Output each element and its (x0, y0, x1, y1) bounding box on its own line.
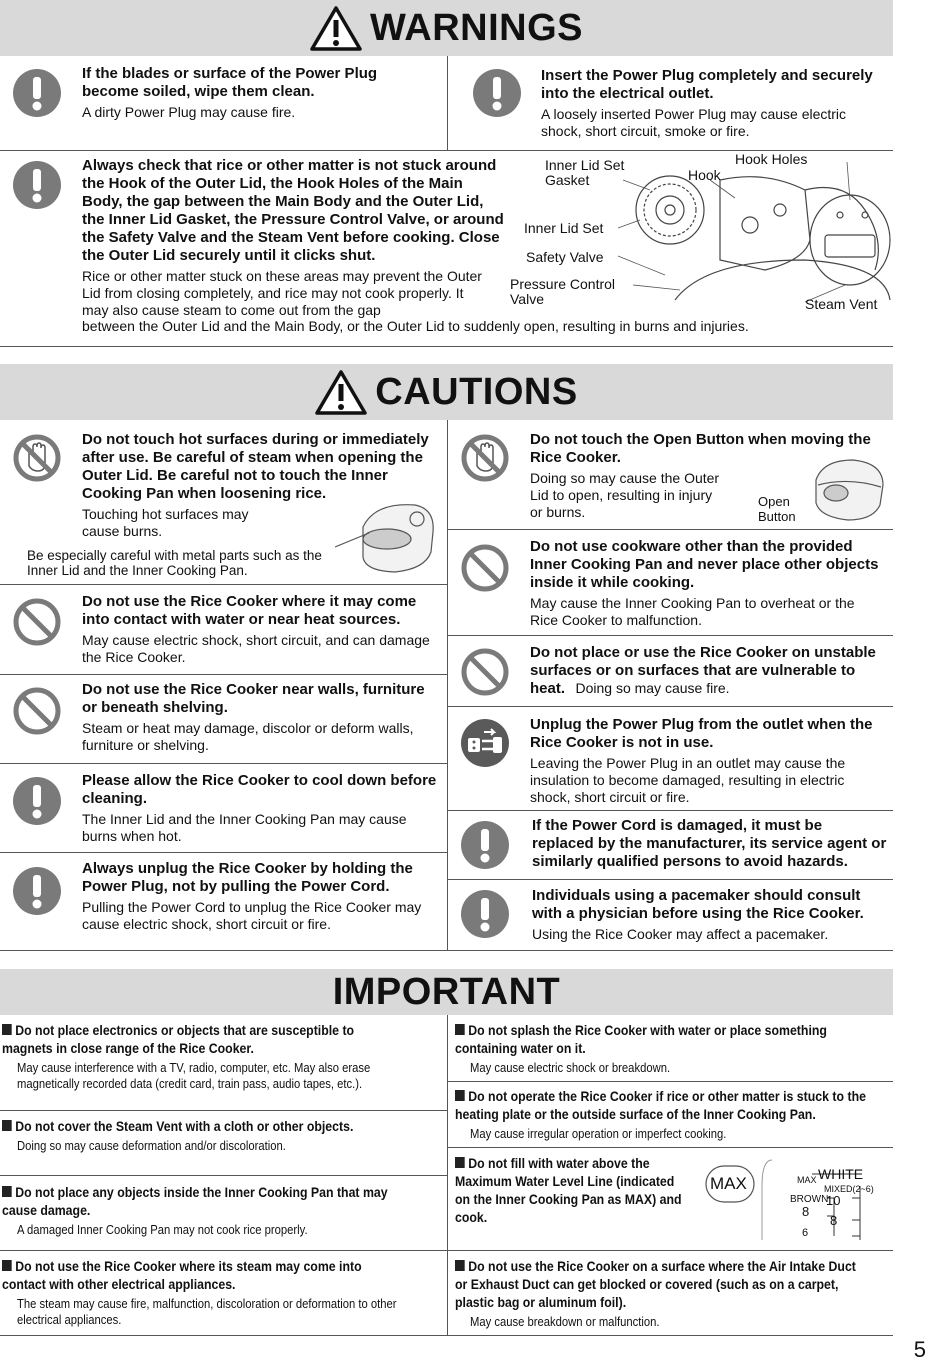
inner-pan-illustration (335, 497, 440, 579)
caution-text: Using the Rice Cooker may affect a pacemaker. (532, 926, 829, 942)
warning-text: Rice or other matter stuck on these areas may prevent the Outer Lid from closing completely, and rice may not cook properly. It may also cause steam to come out from the gap (82, 268, 482, 318)
bullet-square-icon (2, 1186, 12, 1197)
important-text: The steam may cause fire, malfunction, discoloration or deformation to other electrical appliances. (17, 1297, 397, 1327)
important-banner (0, 969, 893, 1015)
caution-heading: Do not touch the Open Button when moving the Rice Cooker. (530, 431, 871, 466)
bullet-square-icon (455, 1157, 465, 1168)
caution-text: Pulling the Power Cord to unplug the Rice Cooker may cause electric shock, short circuit or fire. (82, 899, 422, 932)
caution-heading: Do not use cookware other than the provided Inner Cooking Pan and never place other objects inside it while cooking. (530, 538, 879, 591)
important-heading: Do not operate the Rice Cooker if rice or other matter is stuck to the heating plate or the outside surface of the Inner Cooking Pan. (455, 1088, 866, 1122)
important-heading: Do not place electronics or objects that are susceptible to magnets in close range of the Rice Cooker. (2, 1022, 355, 1056)
caution-text: Leaving the Power Plug in an outlet may cause the insulation to become damaged, resulting in electric shock, short circuit or fire. (530, 755, 846, 805)
bullet-square-icon (455, 1024, 465, 1035)
warning-triangle-icon (310, 5, 362, 51)
caution-heading: If the Power Cord is damaged, it must be replaced by the manufacturer, its service agent or similarly qualified persons to avoid hazards. (532, 817, 887, 870)
warning-item (541, 67, 886, 140)
bullet-square-icon (2, 1024, 12, 1035)
bullet-square-icon (2, 1120, 12, 1131)
important-text: May cause breakdown or malfunction. (470, 1315, 660, 1329)
important-heading: Do not place any objects inside the Inner Cooking Pan that may cause damage. (2, 1184, 388, 1218)
important-text: A damaged Inner Cooking Pan may not cook rice properly. (17, 1223, 308, 1237)
caution-text: Steam or heat may damage, discolor or deform walls, furniture or shelving. (82, 720, 414, 753)
caution-text: May cause electric shock, short circuit, and can damage the Rice Cooker. (82, 632, 430, 665)
important-text: May cause electric shock or breakdown. (470, 1061, 671, 1075)
warning-text: A loosely inserted Power Plug may cause electric shock, short circuit, smoke or fire. (541, 106, 847, 139)
prohibited-icon (12, 686, 62, 736)
caution-heading: Individuals using a pacemaker should consult with a physician before using the Rice Cooker. (532, 887, 864, 922)
important-heading: Do not cover the Steam Vent with a cloth or other objects. (15, 1118, 354, 1134)
caution-item (82, 593, 442, 666)
caution-item (82, 860, 442, 933)
do-not-touch-hand-icon (460, 433, 510, 483)
warning-text-continued: between the Outer Lid and the Main Body, or the Outer Lid to suddenly open, resulting in burns and injuries. (82, 318, 749, 334)
warning-text: A dirty Power Plug may cause fire. (82, 104, 296, 120)
caution-text-note: Be especially careful with metal parts such as the Inner Lid and the Inner Cooking Pan. (27, 548, 322, 578)
caution-text: Touching hot surfaces may cause burns. (82, 506, 249, 539)
gauge-number: 6 (802, 1227, 809, 1239)
gauge-white-label: WHITE (818, 1166, 864, 1182)
unplug-icon (460, 718, 510, 768)
warning-heading: Insert the Power Plug completely and securely into the electrical outlet. (541, 67, 873, 102)
bullet-square-icon (2, 1260, 12, 1271)
gauge-max-small-label: MAX (797, 1175, 817, 1185)
prohibited-icon (460, 647, 510, 697)
important-heading: Do not use the Rice Cooker where its steam may come into contact with other electrical appliances. (2, 1258, 362, 1292)
caution-text: Doing so may cause the Outer Lid to open, resulting in injury or burns. (530, 470, 720, 520)
cautions-banner (0, 364, 893, 420)
exclamation-icon (460, 820, 510, 870)
label-safety-valve: Safety Valve (526, 249, 604, 265)
caution-item (530, 716, 885, 806)
warnings-banner (0, 0, 893, 56)
important-item (2, 1183, 442, 1238)
caution-triangle-icon (315, 369, 367, 415)
exclamation-icon (12, 866, 62, 916)
exclamation-icon (12, 68, 62, 118)
important-title: IMPORTANT (332, 970, 561, 1013)
gauge-brown-label: BROWN (790, 1194, 829, 1205)
important-heading: Do not fill with water above the Maximum Water Level Line (indicated on the Inner Cooking Pan as MAX) and cook. (455, 1155, 682, 1225)
gauge-number: 10 (826, 1193, 841, 1208)
prohibited-icon (12, 597, 62, 647)
warning-heading: Always check that rice or other matter is not stuck around the Hook of the Outer Lid, the Hook Holes of the Main Body, the gap between the Main Body and the Outer Lid, the Inner Lid Gasket, the Pressure Control Valve, or around the Safety Valve and the Steam Vent before cooking. Close the Outer Lid securely until it clicks shut. (82, 157, 504, 264)
cautions-title: CAUTIONS (375, 370, 578, 413)
label-hook: Hook (688, 167, 721, 183)
warning-item (82, 157, 507, 319)
label-steam-vent: Steam Vent (805, 296, 878, 312)
caution-item (530, 538, 885, 629)
important-text: May cause irregular operation or imperfect cooking. (470, 1127, 727, 1141)
label-inner-lid-set-gasket: Inner Lid Set Gasket (545, 157, 625, 188)
important-heading: Do not splash the Rice Cooker with water or place something containing water on it. (455, 1022, 827, 1056)
exclamation-icon (12, 776, 62, 826)
caution-text: The Inner Lid and the Inner Cooking Pan may cause burns when hot. (82, 811, 407, 844)
important-text: May cause interference with a TV, radio, computer, etc. May also erase magnetically recorded data (credit card, train pass, audio tapes, etc.). (17, 1061, 371, 1091)
important-item (455, 1257, 890, 1330)
gauge-mixed-label: MIXED(2~6) (824, 1184, 874, 1194)
caution-heading: Always unplug the Rice Cooker by holding the Power Plug, not by pulling the Power Cord. (82, 860, 413, 895)
important-item (455, 1154, 705, 1226)
caution-item (530, 644, 885, 698)
important-item (2, 1021, 442, 1092)
gauge-number: 8 (802, 1204, 810, 1219)
important-item (2, 1117, 442, 1154)
important-text: Doing so may cause deformation and/or discoloration. (17, 1139, 286, 1153)
caution-heading: Do not place or use the Rice Cooker on unstable surfaces or on surfaces that are vulnerable to heat. (530, 644, 876, 697)
exclamation-icon (472, 68, 522, 118)
warnings-title: WARNINGS (370, 6, 583, 49)
caution-heading: Unplug the Power Plug from the outlet when the Rice Cooker is not in use. (530, 716, 873, 751)
page-number: 5 (913, 1337, 926, 1362)
gauge-number: 8 (830, 1213, 838, 1228)
label-inner-lid-set: Inner Lid Set (524, 220, 604, 236)
important-item (2, 1257, 442, 1328)
bullet-square-icon (455, 1090, 465, 1101)
caution-heading: Do not touch hot surfaces during or immediately after use. Be careful of steam when opening the Outer Lid. Be careful not to touch the Inner Cooking Pan when loosening rice. (82, 431, 429, 502)
caution-text: May cause the Inner Cooking Pan to overheat or the Rice Cooker to malfunction. (530, 595, 855, 628)
bullet-square-icon (455, 1260, 465, 1271)
prohibited-icon (460, 543, 510, 593)
important-heading: Do not use the Rice Cooker on a surface where the Air Intake Duct or Exhaust Duct can get blocked or covered (such as on a carpet, plastic bag or aluminum foil). (455, 1258, 856, 1310)
exclamation-icon (12, 160, 62, 210)
caution-item (532, 817, 887, 871)
important-item (455, 1021, 890, 1076)
do-not-touch-hand-icon (12, 433, 62, 483)
warning-heading: If the blades or surface of the Power Plug become soiled, wipe them clean. (82, 65, 378, 100)
caution-heading: Do not use the Rice Cooker near walls, furniture or beneath shelving. (82, 681, 425, 716)
label-hook-holes: Hook Holes (735, 151, 808, 167)
caution-item (82, 681, 442, 754)
gauge-max-label: MAX (710, 1174, 747, 1193)
caution-heading: Please allow the Rice Cooker to cool down before cleaning. (82, 772, 437, 807)
warning-item (82, 65, 437, 121)
caution-heading: Do not use the Rice Cooker where it may come into contact with water or near heat sources. (82, 593, 417, 628)
caution-item (82, 772, 442, 845)
open-button-illustration (808, 455, 888, 525)
caution-text: Doing so may cause fire. (575, 680, 730, 696)
label-open-button: Open Button (758, 494, 796, 524)
important-item (455, 1087, 890, 1142)
exclamation-icon (460, 889, 510, 939)
label-pressure-control-valve: Pressure Control Valve (510, 276, 616, 307)
caution-item (532, 887, 887, 943)
